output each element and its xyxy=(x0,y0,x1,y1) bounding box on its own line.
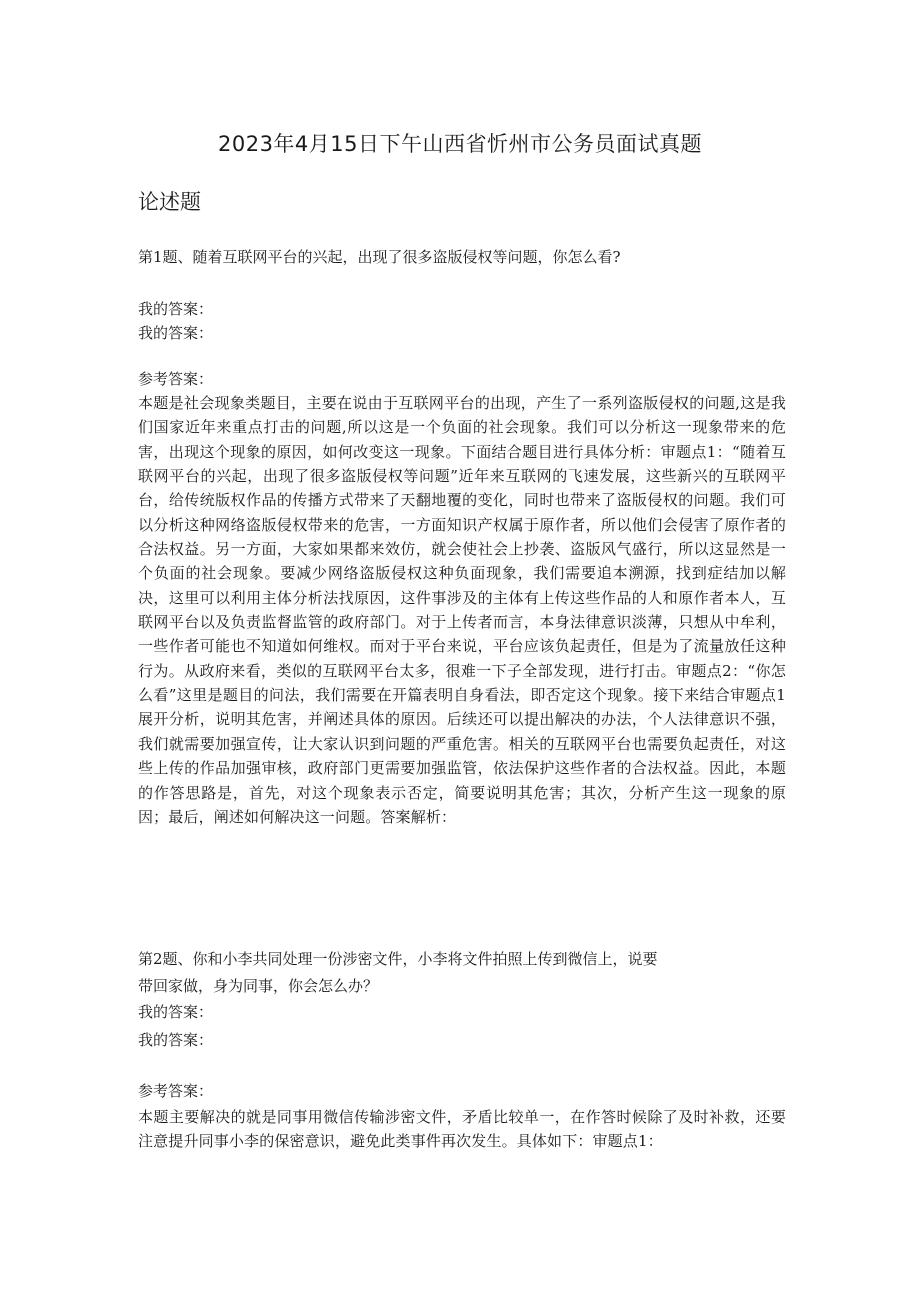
my-answer-label: 我的答案： xyxy=(138,324,214,342)
my-answer-label: 我的答案： xyxy=(138,300,214,318)
question-2-line-2: 带回家做，身为同事，你会怎么办？ xyxy=(138,977,379,995)
question-1: 第1题、随着互联网平台的兴起，出现了很多盗版侵权等问题，你怎么看? xyxy=(138,248,621,266)
question-2-line-1: 第2题、你和小李共同处理一份涉密文件，小李将文件拍照上传到微信上，说要 xyxy=(138,950,658,968)
reference-answer-label: 参考答案： xyxy=(138,1082,214,1100)
reference-answer-label: 参考答案： xyxy=(138,370,214,388)
my-answer-label: 我的答案： xyxy=(138,1031,214,1049)
page-title: 2023年4月15日下午山西省忻州市公务员面试真题 xyxy=(217,132,703,156)
reference-answer-text: 本题是社会现象类题目，主要在说由于互联网平台的出现，产生了一系列盗版侵权的问题,这是我们国家近年来重点打击的问题,所以这是一个负面的社会现象。我们可以分析这一现象带来的危害，出现这个现象的原因，如何改变这一现象。下面结合题目进行具体分析：审题点1：“随着互联网平台的兴起，出现了很多盗版侵权等问题”近年来互联网的飞速发展，这些新兴的互联网平台，给传统版权作品的传播方式带来了天翻地覆的变化，同时也带来了盗版侵权的问题。我们可以分析这种网络盗版侵权带来的危害，一方面知识产权属于原作者，所以他们会侵害了原作者的合法权益。另一方面，大家如果都来效仿，就会使社会上抄袭、盗版风气盛行，所以这显然是一个负面的社会现象。要减少网络盗版侵权这种负面现象，我们需要追本溯源，找到症结加以解决，这里可以利用主体分析法找原因，这件事涉及的主体有上传这些作品的人和原作者本人，互联网平台以及负责监督监管的政府部门。对于上传者而言，本身法律意识淡薄，只想从中牟利，一些作者可能也不知道如何维权。而对于平台来说，平台应该负起责任，但是为了流量放任这种行为。从政府来看，类似的互联网平台太多，很难一下子全部发现，进行打击。审题点2：“你怎么看”这里是题目的问法，我们需要在开篇表明自身看法，即否定这个现象。接下来结合审题点1展开分析，说明其危害，并阐述具体的原因。后续还可以提出解决的办法，个人法律意识不强，我们就需要加强宣传，让大家认识到问题的严重危害。相关的互联网平台也需要负起责任，对这些上传的作品加强审核，政府部门更需要加强监管，依法保护这些作者的合法权益。因此，本题的作答思路是，首先，对这个现象表示否定，简要说明其危害；其次，分析产生这一现象的原因；最后，阐述如何解决这一问题。答案解析： xyxy=(138,394,786,826)
section-heading: 论述题 xyxy=(138,190,201,214)
my-answer-label: 我的答案： xyxy=(138,1003,214,1021)
reference-answer-text: 本题主要解决的就是同事用微信传输涉密文件，矛盾比较单一，在作答时候除了及时补救，还要注意提升同事小李的保密意识，避免此类事件再次发生。具体如下：审题点1： xyxy=(138,1108,786,1151)
